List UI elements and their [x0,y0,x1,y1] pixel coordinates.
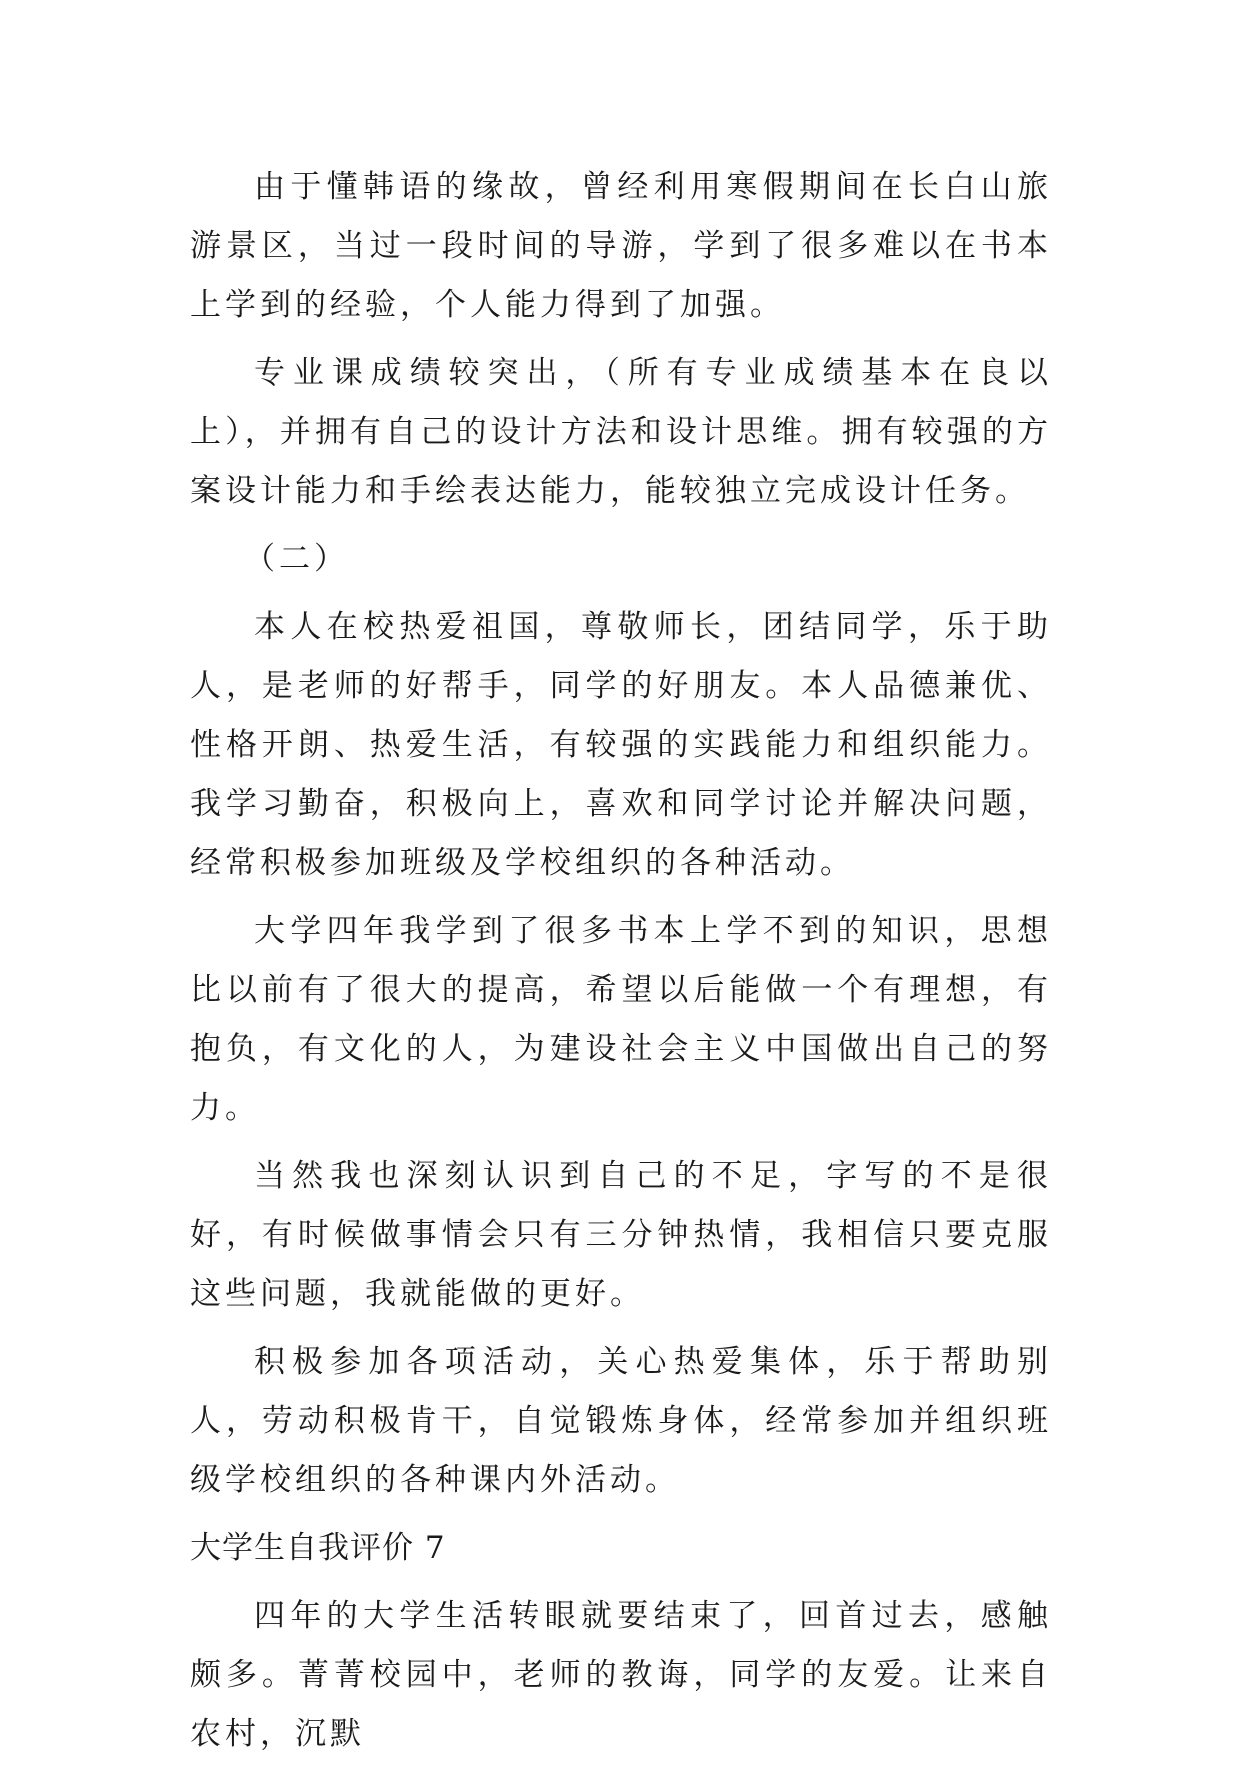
document-body [190,158,1052,1773]
section-title: 大学生自我评价 7 [190,1530,446,1566]
section-number-two: （二） [244,541,349,577]
paragraph-activities: 积极参加各项活动，关心热爱集体，乐于帮助别人，劳动积极肯干，自觉锻炼身体，经常参加并组织班级学校组织的各种课内外活动。 [190,1344,1052,1498]
paragraph-four-years: 大学四年我学到了很多书本上学不到的知识，思想比以前有了很大的提高，希望以后能做一个有理想，有抱负，有文化的人，为建设社会主义中国做出自己的努力。 [190,913,1052,1126]
paragraph-shortcomings: 当然我也深刻认识到自己的不足，字写的不是很好，有时候做事情会只有三分钟热情，我相信只要克服这些问题，我就能做的更好。 [190,1158,1052,1312]
paragraph-character: 本人在校热爱祖国，尊敬师长，团结同学，乐于助人，是老师的好帮手，同学的好朋友。本人品德兼优、性格开朗、热爱生活，有较强的实践能力和组织能力。我学习勤奋，积极向上，喜欢和同学讨论并解决问题，经常积极参加班级及学校组织的各种活动。 [190,609,1052,881]
paragraph-college-life: 四年的大学生活转眼就要结束了，回首过去，感触颇多。菁菁校园中，老师的教诲，同学的友爱。让来自农村，沉默 [190,1598,1052,1752]
paragraph-tour-guide: 由于懂韩语的缘故，曾经利用寒假期间在长白山旅游景区，当过一段时间的导游，学到了很多难以在书本上学到的经验，个人能力得到了加强。 [190,169,1052,323]
paragraph-major-courses: 专业课成绩较突出，（所有专业成绩基本在良以上），并拥有自己的设计方法和设计思维。拥有较强的方案设计能力和手绘表达能力，能较独立完成设计任务。 [190,355,1052,509]
